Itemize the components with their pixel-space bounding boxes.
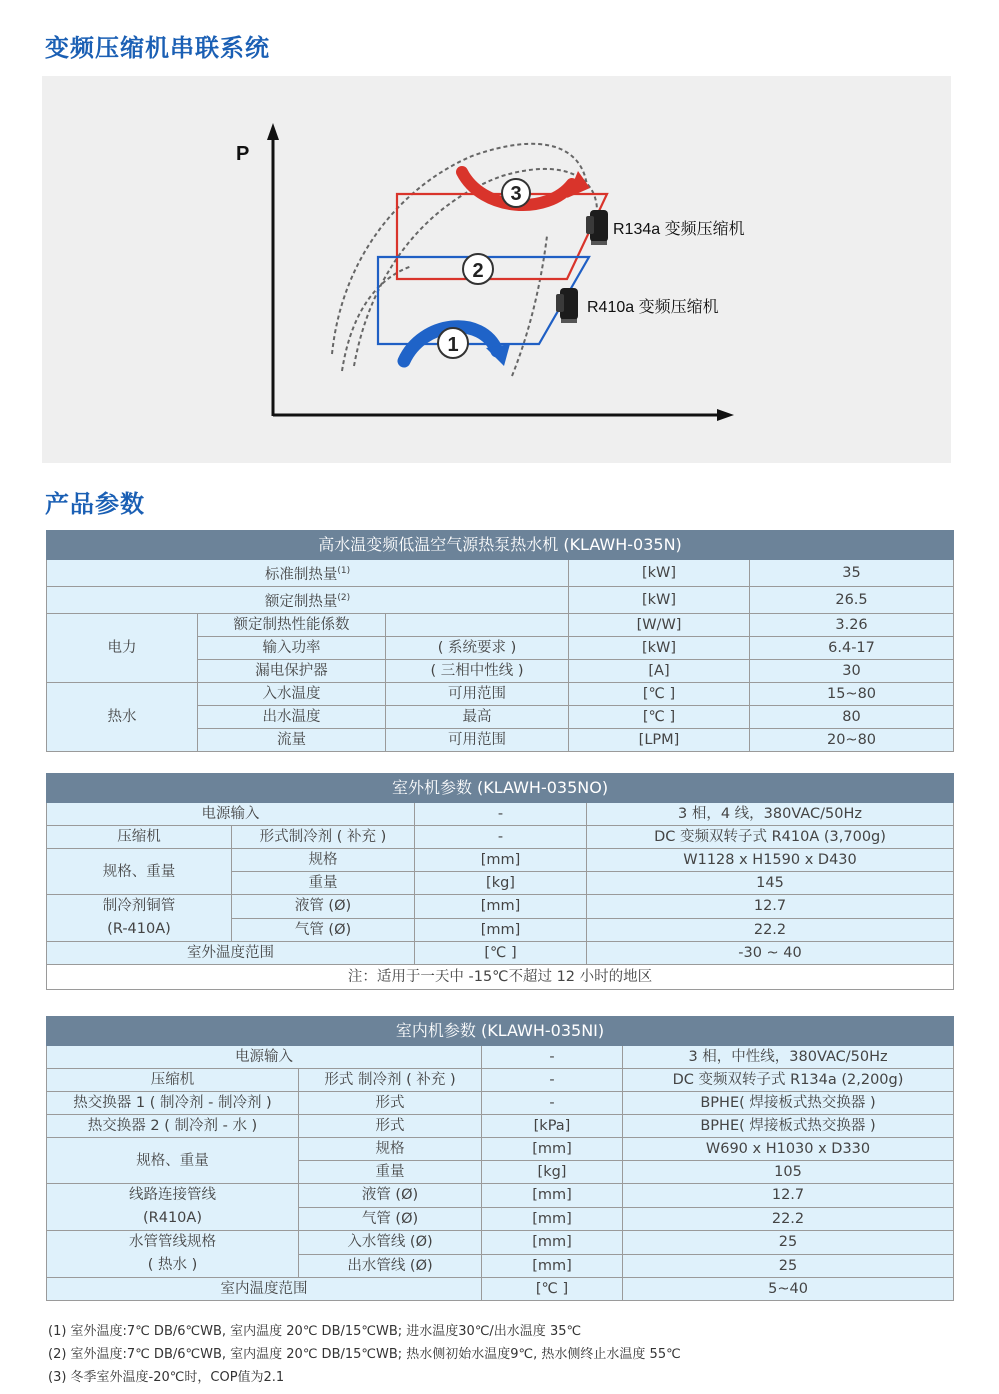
table-row	[47, 1046, 954, 1069]
row-unit: [℃ ]	[415, 942, 587, 965]
row-item: 液管 (Ø)	[232, 895, 415, 919]
table-row	[47, 613, 954, 636]
row-condition: 可用范围	[386, 728, 569, 751]
r134a-compressor-icon	[586, 210, 608, 245]
row-value: 80	[750, 705, 954, 728]
footnote-3: (3) 冬季室外温度-20℃时，COP值为2.1	[48, 1370, 285, 1385]
group-label-water-pipe: 水管管线规格 ( 热水 )	[47, 1231, 299, 1278]
row-item: 液管 (Ø)	[299, 1184, 482, 1208]
table-note-row	[47, 965, 954, 990]
row-unit: [mm]	[482, 1254, 623, 1278]
group-label-water: 热水	[47, 682, 198, 751]
diagram-section-title: 变频压缩机串联系统	[45, 34, 270, 62]
row-unit: -	[482, 1092, 623, 1115]
row-condition	[386, 613, 569, 636]
row-condition: ( 系统要求 )	[386, 636, 569, 659]
row-unit: [kg]	[415, 872, 587, 895]
row-value: 6.4-17	[750, 636, 954, 659]
group-label-pipe: 制冷剂铜管 (R-410A)	[47, 895, 232, 942]
row-value: DC 变频双转子式 R134a (2,200g)	[623, 1069, 954, 1092]
row-unit: [LPM]	[569, 728, 750, 751]
group-label-line: 线路连接管线 (R410A)	[47, 1184, 299, 1231]
y-axis-arrow-icon	[267, 123, 279, 140]
row-unit: -	[415, 826, 587, 849]
row-value: 25	[623, 1254, 954, 1278]
table-row	[47, 682, 954, 705]
row-item: 气管 (Ø)	[299, 1207, 482, 1231]
row-item: 出水温度	[198, 705, 386, 728]
row-value: W690 x H1030 x D330	[623, 1138, 954, 1161]
row-label: 电源输入	[47, 803, 415, 826]
table-row	[47, 1278, 954, 1301]
row-item: 出水管线 (Ø)	[299, 1254, 482, 1278]
row-unit: [W/W]	[569, 613, 750, 636]
table-row	[47, 942, 954, 965]
table-row	[47, 1069, 954, 1092]
row-unit: [mm]	[482, 1207, 623, 1231]
row-item: 重量	[232, 872, 415, 895]
table2-title: 室外机参数 (KLAWH-035NO)	[47, 774, 954, 803]
row-value: BPHE( 焊接板式热交换器 )	[623, 1115, 954, 1138]
r410a-compressor-icon	[556, 288, 578, 323]
row-unit: [kg]	[482, 1161, 623, 1184]
table-row	[47, 1138, 954, 1161]
table-row	[47, 1184, 954, 1208]
row-unit: [mm]	[415, 895, 587, 919]
cycle-3-number: 3	[510, 183, 522, 205]
row-label: 标准制热量$^{(1)}$	[47, 560, 569, 587]
group-label-size: 规格、重量	[47, 849, 232, 895]
r134a-compressor-label: R134a 变频压缩机	[613, 221, 745, 238]
row-value: 25	[623, 1231, 954, 1255]
row-value: DC 变频双转子式 R410A (3,700g)	[587, 826, 954, 849]
row-value: 12.7	[587, 895, 954, 919]
row-unit: -	[482, 1069, 623, 1092]
row-item: 形式 制冷剂 ( 补充 )	[299, 1069, 482, 1092]
table-note: 注：适用于一天中 -15℃不超过 12 小时的地区	[47, 965, 954, 990]
cycle-1-number: 1	[447, 334, 459, 356]
row-value: -30 ~ 40	[587, 942, 954, 965]
row-unit: [kW]	[569, 636, 750, 659]
ph-diagram	[42, 76, 951, 463]
row-unit: [mm]	[415, 849, 587, 872]
table-row	[47, 895, 954, 919]
footnotes	[48, 1320, 681, 1389]
row-unit: [A]	[569, 659, 750, 682]
row-item: 形式	[299, 1115, 482, 1138]
row-label: 室外温度范围	[47, 942, 415, 965]
spec-table-main	[46, 530, 954, 752]
row-item: 气管 (Ø)	[232, 918, 415, 942]
row-value: 12.7	[623, 1184, 954, 1208]
row-value: 3.26	[750, 613, 954, 636]
row-item: 规格	[299, 1138, 482, 1161]
row-item: 规格	[232, 849, 415, 872]
row-item: 形式	[299, 1092, 482, 1115]
row-item: 入水温度	[198, 682, 386, 705]
row-value: BPHE( 焊接板式热交换器 )	[623, 1092, 954, 1115]
table-row	[47, 1115, 954, 1138]
footnote-1: (1) 室外温度:7℃ DB/6℃WB, 室内温度 20℃ DB/15℃WB; 进水温度30℃/出水温度 35℃	[48, 1324, 582, 1339]
table-row	[47, 803, 954, 826]
row-item: 额定制热性能係数	[198, 613, 386, 636]
row-label: 压缩机	[47, 826, 232, 849]
row-label: 热交换器 2 ( 制冷剂 - 水 )	[47, 1115, 299, 1138]
x-axis-arrow-icon	[717, 409, 734, 421]
row-item: 重量	[299, 1161, 482, 1184]
row-value: 15~80	[750, 682, 954, 705]
table-row	[47, 1092, 954, 1115]
row-unit: [℃ ]	[482, 1278, 623, 1301]
row-value: 22.2	[587, 918, 954, 942]
row-value: 3 相，4 线，380VAC/50Hz	[587, 803, 954, 826]
row-unit: -	[415, 803, 587, 826]
row-item: 输入功率	[198, 636, 386, 659]
group-label-power: 电力	[47, 613, 198, 682]
row-unit: [kW]	[569, 586, 750, 613]
r410a-compressor-label: R410a 变频压缩机	[587, 299, 719, 316]
row-value: W1128 x H1590 x D430	[587, 849, 954, 872]
axis-label-p: P	[236, 143, 250, 165]
table3-title: 室内机参数 (KLAWH-035NI)	[47, 1017, 954, 1046]
row-condition: 最高	[386, 705, 569, 728]
row-value: 30	[750, 659, 954, 682]
row-unit: [mm]	[482, 1138, 623, 1161]
cascade-system-diagram	[42, 76, 951, 463]
row-value: 35	[750, 560, 954, 587]
row-unit: [mm]	[482, 1231, 623, 1255]
row-condition: ( 三相中性线 )	[386, 659, 569, 682]
table-row	[47, 560, 954, 587]
row-value: 26.5	[750, 586, 954, 613]
cycle-2-number: 2	[472, 260, 484, 282]
table-row	[47, 1231, 954, 1255]
table-row	[47, 586, 954, 613]
row-unit: [kPa]	[482, 1115, 623, 1138]
row-unit: [mm]	[482, 1184, 623, 1208]
spec-table-outdoor	[46, 773, 954, 990]
row-value: 20~80	[750, 728, 954, 751]
table-row	[47, 849, 954, 872]
row-item: 入水管线 (Ø)	[299, 1231, 482, 1255]
row-unit: [kW]	[569, 560, 750, 587]
row-condition: 可用范围	[386, 682, 569, 705]
table-row	[47, 826, 954, 849]
group-label-size: 规格、重量	[47, 1138, 299, 1184]
row-label: 电源输入	[47, 1046, 482, 1069]
row-value: 3 相，中性线，380VAC/50Hz	[623, 1046, 954, 1069]
row-label: 室内温度范围	[47, 1278, 482, 1301]
row-value: 5~40	[623, 1278, 954, 1301]
row-item: 漏电保护器	[198, 659, 386, 682]
row-label: 压缩机	[47, 1069, 299, 1092]
row-unit: -	[482, 1046, 623, 1069]
row-label: 热交换器 1 ( 制冷剂 - 制冷剂 )	[47, 1092, 299, 1115]
row-value: 22.2	[623, 1207, 954, 1231]
footnote-2: (2) 室外温度:7℃ DB/6℃WB, 室内温度 20℃ DB/15℃WB; 热水侧初始水温度9℃, 热水侧终止水温度 55℃	[48, 1347, 681, 1362]
spec-table-indoor	[46, 1016, 954, 1301]
row-label: 额定制热量$^{(2)}$	[47, 586, 569, 613]
row-item: 形式制冷剂 ( 补充 )	[232, 826, 415, 849]
row-item: 流量	[198, 728, 386, 751]
row-unit: [℃ ]	[569, 682, 750, 705]
row-value: 105	[623, 1161, 954, 1184]
row-unit: [℃ ]	[569, 705, 750, 728]
row-value: 145	[587, 872, 954, 895]
row-unit: [mm]	[415, 918, 587, 942]
params-section-title: 产品参数	[45, 490, 145, 518]
table1-title: 高水温变频低温空气源热泵热水机 (KLAWH-035N)	[47, 531, 954, 560]
